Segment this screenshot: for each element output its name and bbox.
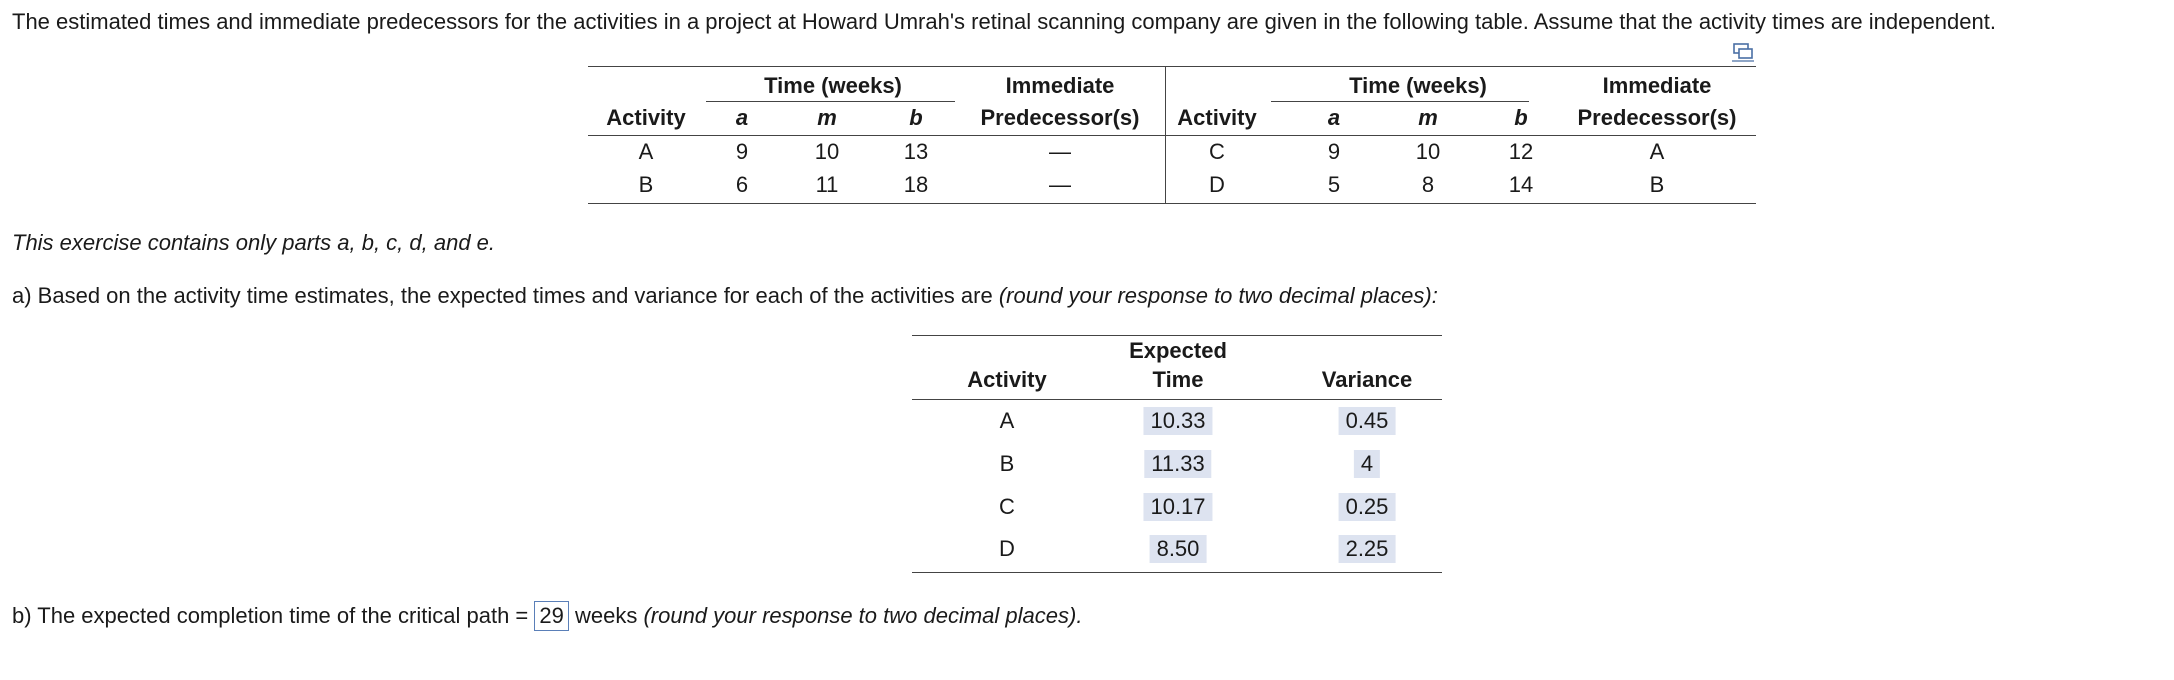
a-header: a: [1327, 105, 1341, 130]
a-header: a: [735, 105, 749, 130]
b-header: b: [1514, 105, 1528, 130]
activity-cell: B: [638, 172, 654, 197]
m-cell: 10: [814, 139, 840, 164]
variance-header: Variance: [1321, 367, 1413, 392]
parts-note: This exercise contains only parts a, b, c, d, and e.: [12, 230, 496, 255]
activity-cell: A: [999, 408, 1015, 433]
part-a-instruction: (round your response to two decimal places):: [998, 283, 1438, 308]
b-cell: 12: [1508, 139, 1534, 164]
m-header: m: [817, 105, 837, 130]
activity-data-table: [588, 66, 1756, 204]
b-header: b: [909, 105, 923, 130]
a-cell: 5: [1327, 172, 1341, 197]
time-weeks-header: Time (weeks): [1349, 73, 1487, 98]
part-b-unit: weeks: [568, 603, 644, 628]
m-cell: 8: [1421, 172, 1435, 197]
time-weeks-header: Time (weeks): [764, 73, 902, 98]
m-cell: 10: [1415, 139, 1441, 164]
activity-cell: C: [999, 494, 1015, 519]
variance-answer[interactable]: 0.45: [1339, 407, 1396, 435]
immediate-header: Immediate: [1602, 73, 1712, 98]
activity-cell: A: [638, 139, 654, 164]
part-a-question: [12, 283, 1438, 309]
immediate-header: Immediate: [1005, 73, 1115, 98]
a-cell: 9: [1327, 139, 1341, 164]
predecessor-cell: A: [1649, 139, 1665, 164]
m-cell: 11: [815, 172, 839, 197]
activity-header: Activity: [1177, 105, 1257, 130]
part-b-instruction: (round your response to two decimal places).: [643, 603, 1083, 628]
a-cell: 6: [735, 172, 749, 197]
part-b-question: [12, 600, 1082, 632]
a-cell: 9: [735, 139, 749, 164]
b-cell: 14: [1508, 172, 1534, 197]
activity-cell: D: [999, 536, 1015, 561]
expected-time-answer[interactable]: 10.17: [1143, 493, 1212, 521]
predecessors-header: Predecessor(s): [1577, 105, 1737, 130]
copy-icon[interactable]: [1732, 42, 1754, 62]
activity-header: Activity: [967, 367, 1047, 392]
expected-time-answer[interactable]: 11.33: [1144, 450, 1211, 478]
predecessor-cell: B: [1649, 172, 1665, 197]
expected-time-table: [912, 335, 1442, 573]
part-a-text: a) Based on the activity time estimates, the expected times and variance for each of the activities are: [12, 283, 999, 308]
problem-intro: The estimated times and immediate predecessors for the activities in a project at Howard Umrah's retinal scanning company are given in the following table. Assume that the activity times are independent.: [12, 9, 1996, 34]
expected-time-answer[interactable]: 8.50: [1150, 535, 1207, 563]
critical-path-answer-input[interactable]: 29: [534, 601, 568, 631]
expected-time-answer[interactable]: 10.33: [1143, 407, 1212, 435]
expected-header: Expected: [1129, 338, 1227, 363]
variance-answer[interactable]: 4: [1354, 450, 1380, 478]
activity-cell: C: [1209, 139, 1225, 164]
predecessor-cell: —: [1049, 139, 1071, 164]
m-header: m: [1418, 105, 1438, 130]
part-b-text: b) The expected completion time of the critical path =: [12, 603, 535, 628]
activity-cell: B: [999, 451, 1015, 476]
activity-header: Activity: [606, 105, 686, 130]
time-header: Time: [1152, 367, 1204, 392]
predecessor-cell: —: [1049, 172, 1071, 197]
b-cell: 18: [903, 172, 929, 197]
variance-answer[interactable]: 2.25: [1339, 535, 1396, 563]
predecessors-header: Predecessor(s): [980, 105, 1140, 130]
b-cell: 13: [903, 139, 929, 164]
variance-answer[interactable]: 0.25: [1339, 493, 1396, 521]
activity-cell: D: [1209, 172, 1225, 197]
